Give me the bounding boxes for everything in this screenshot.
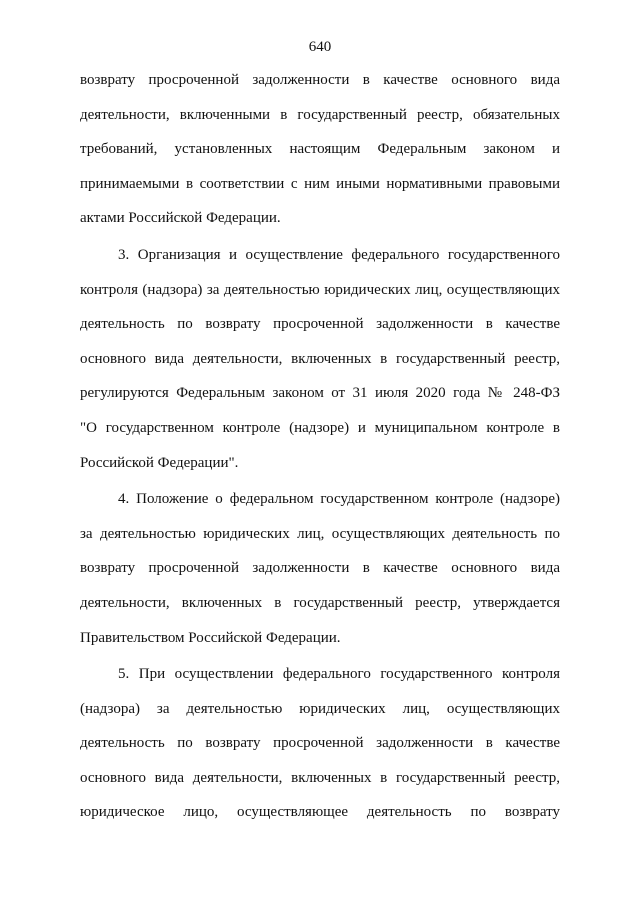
text-line: деятельности, включенными в государственный реестр, обязательных — [80, 106, 560, 123]
text-line: юридическое лицо, осуществляющее деятельность по возврату — [80, 804, 560, 821]
text-line: основного вида деятельности, включенных в государственный реестр, — [80, 769, 560, 786]
text-line: принимаемыми в соответствии с ним иными нормативными правовыми — [80, 175, 560, 192]
text-line: контроля (надзора) за деятельностью юридических лиц, осуществляющих — [80, 281, 560, 298]
document-body — [80, 71, 560, 838]
text-line: деятельности, включенных в государственный реестр, утверждается — [80, 594, 560, 611]
text-line: деятельность по возврату просроченной задолженности в качестве — [80, 316, 560, 333]
text-line: 3. Организация и осуществление федерального государственного — [118, 246, 560, 263]
text-line: за деятельностью юридических лиц, осуществляющих деятельность по — [80, 525, 560, 542]
text-line: 4. Положение о федеральном государственном контроле (надзоре) — [118, 491, 560, 508]
text-line: Российской Федерации". — [80, 454, 239, 471]
text-line: деятельность по возврату просроченной задолженности в качестве — [80, 735, 560, 752]
text-line: "О государственном контроле (надзоре) и муниципальном контроле в — [80, 419, 560, 436]
text-line: Правительством Российской Федерации. — [80, 629, 341, 646]
page-number: 640 — [308, 39, 332, 55]
text-line: основного вида деятельности, включенных в государственный реестр, — [80, 350, 560, 367]
text-line: (надзора) за деятельностью юридических лиц, осуществляющих — [80, 700, 560, 717]
text-line: регулируются Федеральным законом от 31 июля 2020 года № 248-ФЗ — [80, 385, 560, 402]
text-line: возврату просроченной задолженности в качестве основного вида — [80, 72, 560, 88]
text-line: актами Российской Федерации. — [80, 210, 281, 227]
text-line: требований, установленных настоящим Федеральным законом и — [80, 141, 560, 158]
text-line: возврату просроченной задолженности в качестве основного вида — [80, 560, 560, 577]
text-line: 5. При осуществлении федерального государственного контроля — [118, 666, 560, 683]
